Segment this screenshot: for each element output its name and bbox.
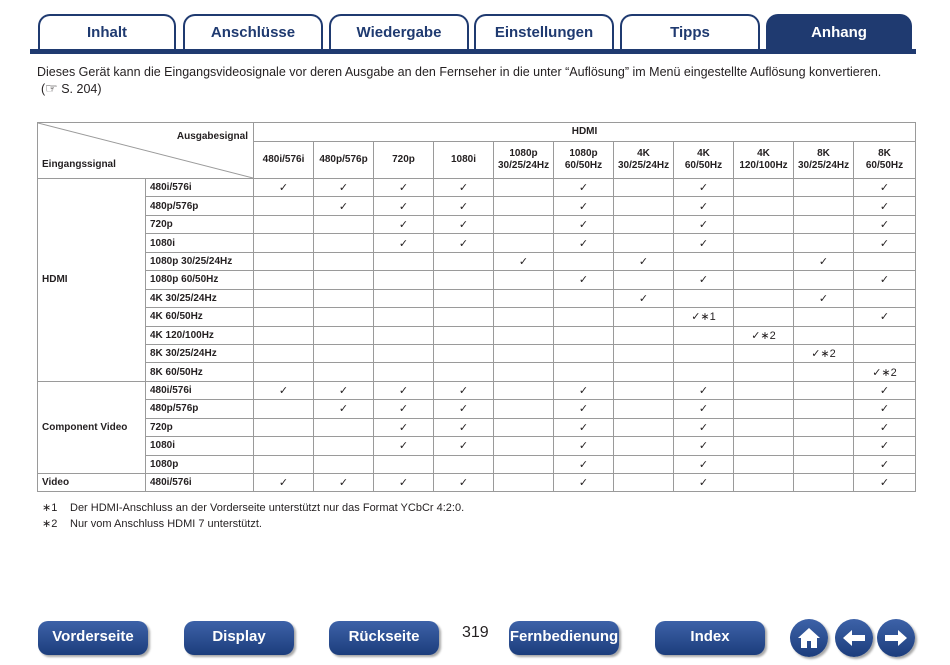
table-row bbox=[38, 252, 916, 270]
supported-cell: ✓ bbox=[674, 418, 734, 436]
supported-cell: ✓ bbox=[854, 400, 916, 418]
supported-cell: ✓ bbox=[614, 289, 674, 307]
empty-cell bbox=[614, 326, 674, 344]
column-header: 1080p 30/25/24Hz bbox=[494, 142, 554, 179]
empty-cell bbox=[794, 363, 854, 381]
supported-cell: ✓ bbox=[794, 252, 854, 270]
empty-cell bbox=[614, 344, 674, 362]
column-header: 4K 60/50Hz bbox=[674, 142, 734, 179]
column-header: 8K 30/25/24Hz bbox=[794, 142, 854, 179]
rear-panel-button[interactable]: Rückseite bbox=[329, 621, 439, 655]
supported-cell: ✓ bbox=[674, 400, 734, 418]
supported-cell: ✓ bbox=[374, 418, 434, 436]
empty-cell bbox=[494, 197, 554, 215]
supported-cell: ✓ bbox=[674, 179, 734, 197]
empty-cell bbox=[734, 289, 794, 307]
empty-cell bbox=[734, 179, 794, 197]
table-row bbox=[38, 418, 916, 436]
column-header: 480i/576i bbox=[254, 142, 314, 179]
empty-cell bbox=[314, 437, 374, 455]
empty-cell bbox=[254, 271, 314, 289]
empty-cell bbox=[434, 271, 494, 289]
empty-cell bbox=[374, 289, 434, 307]
table-row bbox=[38, 326, 916, 344]
supported-cell: ✓ bbox=[674, 215, 734, 233]
supported-cell: ✓ bbox=[314, 197, 374, 215]
empty-cell bbox=[494, 437, 554, 455]
supported-cell: ✓ bbox=[434, 437, 494, 455]
supported-cell: ✓ bbox=[674, 474, 734, 492]
empty-cell bbox=[374, 308, 434, 326]
table-row bbox=[38, 215, 916, 233]
input-format-label: 1080i bbox=[146, 437, 254, 455]
empty-cell bbox=[314, 363, 374, 381]
supported-cell: ✓ bbox=[434, 400, 494, 418]
table-row bbox=[38, 289, 916, 307]
forward-button[interactable] bbox=[877, 619, 915, 657]
empty-cell bbox=[854, 289, 916, 307]
table-row bbox=[38, 179, 916, 197]
empty-cell bbox=[794, 437, 854, 455]
home-icon bbox=[796, 626, 822, 650]
empty-cell bbox=[494, 363, 554, 381]
empty-cell bbox=[554, 289, 614, 307]
supported-cell: ✓ bbox=[674, 455, 734, 473]
page-reference[interactable]: (☞ S. 204) bbox=[41, 80, 102, 96]
empty-cell bbox=[434, 363, 494, 381]
supported-cell: ✓ bbox=[434, 418, 494, 436]
empty-cell bbox=[734, 252, 794, 270]
empty-cell bbox=[254, 215, 314, 233]
empty-cell bbox=[734, 418, 794, 436]
input-group-label: Video bbox=[38, 474, 146, 492]
empty-cell bbox=[374, 455, 434, 473]
page-number: 319 bbox=[462, 624, 489, 641]
supported-cell: ✓ bbox=[434, 179, 494, 197]
empty-cell bbox=[374, 252, 434, 270]
input-format-label: 480i/576i bbox=[146, 179, 254, 197]
supported-cell: ✓ bbox=[674, 437, 734, 455]
empty-cell bbox=[614, 381, 674, 399]
tab-inhalt[interactable]: Inhalt bbox=[38, 14, 176, 52]
empty-cell bbox=[314, 234, 374, 252]
table-row bbox=[38, 344, 916, 362]
table-row bbox=[38, 363, 916, 381]
supported-cell: ✓ bbox=[854, 215, 916, 233]
supported-cell: ✓ bbox=[374, 381, 434, 399]
empty-cell bbox=[674, 344, 734, 362]
tab-anschluesse[interactable]: Anschlüsse bbox=[183, 14, 323, 52]
tab-wiedergabe[interactable]: Wiedergabe bbox=[329, 14, 469, 52]
empty-cell bbox=[734, 400, 794, 418]
footnotes bbox=[42, 500, 464, 532]
index-button[interactable]: Index bbox=[655, 621, 765, 655]
empty-cell bbox=[614, 437, 674, 455]
supported-cell: ✓ bbox=[674, 234, 734, 252]
column-header: 4K 120/100Hz bbox=[734, 142, 794, 179]
empty-cell bbox=[494, 271, 554, 289]
column-header: 720p bbox=[374, 142, 434, 179]
input-format-label: 1080p 60/50Hz bbox=[146, 271, 254, 289]
supported-cell: ✓ bbox=[554, 215, 614, 233]
supported-cell: ✓ bbox=[554, 271, 614, 289]
empty-cell bbox=[314, 289, 374, 307]
empty-cell bbox=[254, 197, 314, 215]
conversion-table bbox=[37, 122, 916, 492]
empty-cell bbox=[494, 215, 554, 233]
tab-baseline bbox=[30, 49, 916, 54]
supported-cell: ✓ bbox=[374, 179, 434, 197]
empty-cell bbox=[674, 289, 734, 307]
supported-cell: ✓∗2 bbox=[734, 326, 794, 344]
empty-cell bbox=[794, 474, 854, 492]
empty-cell bbox=[794, 418, 854, 436]
supported-cell: ✓ bbox=[494, 252, 554, 270]
intro-text: Dieses Gerät kann die Eingangsvideosignale vor deren Ausgabe an den Fernseher in die unter “Auflösung” im Menü eingestellte Auflösung konvertieren. bbox=[37, 65, 882, 79]
hdmi-header: HDMI bbox=[254, 123, 916, 142]
top-tab-bar bbox=[30, 14, 916, 54]
supported-cell: ✓∗1 bbox=[674, 308, 734, 326]
empty-cell bbox=[614, 455, 674, 473]
empty-cell bbox=[554, 344, 614, 362]
table-row bbox=[38, 400, 916, 418]
supported-cell: ✓ bbox=[854, 308, 916, 326]
empty-cell bbox=[614, 234, 674, 252]
supported-cell: ✓ bbox=[854, 418, 916, 436]
empty-cell bbox=[674, 326, 734, 344]
empty-cell bbox=[434, 289, 494, 307]
empty-cell bbox=[794, 215, 854, 233]
supported-cell: ✓ bbox=[794, 289, 854, 307]
supported-cell: ✓ bbox=[374, 234, 434, 252]
tab-einstellungen[interactable]: Einstellungen bbox=[474, 14, 614, 52]
supported-cell: ✓ bbox=[374, 197, 434, 215]
supported-cell: ✓ bbox=[434, 215, 494, 233]
supported-cell: ✓ bbox=[554, 474, 614, 492]
supported-cell: ✓ bbox=[674, 381, 734, 399]
empty-cell bbox=[614, 418, 674, 436]
pointing-hand-icon: ☞ bbox=[45, 80, 58, 96]
supported-cell: ✓ bbox=[554, 455, 614, 473]
input-format-label: 8K 30/25/24Hz bbox=[146, 344, 254, 362]
supported-cell: ✓ bbox=[374, 474, 434, 492]
empty-cell bbox=[494, 381, 554, 399]
empty-cell bbox=[734, 474, 794, 492]
empty-cell bbox=[314, 344, 374, 362]
supported-cell: ✓ bbox=[854, 234, 916, 252]
input-format-label: 480i/576i bbox=[146, 474, 254, 492]
empty-cell bbox=[254, 326, 314, 344]
input-signal-label: Eingangssignal bbox=[42, 159, 116, 170]
empty-cell bbox=[614, 474, 674, 492]
empty-cell bbox=[314, 418, 374, 436]
empty-cell bbox=[434, 455, 494, 473]
input-format-label: 480p/576p bbox=[146, 400, 254, 418]
input-format-label: 480p/576p bbox=[146, 197, 254, 215]
footnote: ∗1 Der HDMI-Anschluss an der Vorderseite unterstützt nur das Format YCbCr 4:2:0. bbox=[42, 502, 465, 514]
supported-cell: ✓ bbox=[854, 455, 916, 473]
table-row bbox=[38, 234, 916, 252]
empty-cell bbox=[674, 252, 734, 270]
empty-cell bbox=[794, 308, 854, 326]
empty-cell bbox=[794, 326, 854, 344]
empty-cell bbox=[254, 418, 314, 436]
supported-cell: ✓ bbox=[554, 179, 614, 197]
supported-cell: ✓∗2 bbox=[854, 363, 916, 381]
empty-cell bbox=[494, 455, 554, 473]
empty-cell bbox=[794, 400, 854, 418]
empty-cell bbox=[254, 234, 314, 252]
empty-cell bbox=[854, 326, 916, 344]
table-row bbox=[38, 455, 916, 473]
supported-cell: ✓ bbox=[854, 474, 916, 492]
supported-cell: ✓ bbox=[854, 437, 916, 455]
supported-cell: ✓ bbox=[554, 400, 614, 418]
input-format-label: 4K 120/100Hz bbox=[146, 326, 254, 344]
supported-cell: ✓ bbox=[374, 400, 434, 418]
supported-cell: ✓ bbox=[314, 474, 374, 492]
empty-cell bbox=[734, 437, 794, 455]
table-row bbox=[38, 437, 916, 455]
empty-cell bbox=[614, 271, 674, 289]
display-button[interactable]: Display bbox=[184, 621, 294, 655]
empty-cell bbox=[314, 308, 374, 326]
empty-cell bbox=[254, 400, 314, 418]
empty-cell bbox=[734, 308, 794, 326]
supported-cell: ✓ bbox=[854, 197, 916, 215]
output-signal-label: Ausgabesignal bbox=[176, 131, 248, 142]
empty-cell bbox=[434, 344, 494, 362]
input-format-label: 4K 30/25/24Hz bbox=[146, 289, 254, 307]
input-format-label: 480i/576i bbox=[146, 381, 254, 399]
empty-cell bbox=[554, 308, 614, 326]
supported-cell: ✓ bbox=[614, 252, 674, 270]
empty-cell bbox=[374, 326, 434, 344]
empty-cell bbox=[554, 252, 614, 270]
back-arrow-icon bbox=[841, 627, 867, 649]
empty-cell bbox=[314, 326, 374, 344]
empty-cell bbox=[254, 437, 314, 455]
empty-cell bbox=[254, 344, 314, 362]
supported-cell: ✓ bbox=[434, 474, 494, 492]
empty-cell bbox=[374, 344, 434, 362]
supported-cell: ✓ bbox=[374, 437, 434, 455]
tab-anhang[interactable]: Anhang bbox=[766, 14, 912, 52]
column-header: 4K 30/25/24Hz bbox=[614, 142, 674, 179]
supported-cell: ✓ bbox=[314, 400, 374, 418]
empty-cell bbox=[734, 381, 794, 399]
empty-cell bbox=[374, 363, 434, 381]
input-format-label: 1080i bbox=[146, 234, 254, 252]
supported-cell: ✓ bbox=[674, 197, 734, 215]
empty-cell bbox=[614, 179, 674, 197]
input-format-label: 4K 60/50Hz bbox=[146, 308, 254, 326]
empty-cell bbox=[494, 326, 554, 344]
supported-cell: ✓ bbox=[554, 381, 614, 399]
empty-cell bbox=[314, 252, 374, 270]
empty-cell bbox=[254, 363, 314, 381]
empty-cell bbox=[434, 252, 494, 270]
empty-cell bbox=[434, 308, 494, 326]
empty-cell bbox=[734, 344, 794, 362]
input-group-label: Component Video bbox=[38, 381, 146, 473]
table-row bbox=[38, 197, 916, 215]
input-format-label: 1080p bbox=[146, 455, 254, 473]
empty-cell bbox=[854, 252, 916, 270]
empty-cell bbox=[494, 289, 554, 307]
empty-cell bbox=[794, 197, 854, 215]
input-format-label: 8K 60/50Hz bbox=[146, 363, 254, 381]
empty-cell bbox=[734, 271, 794, 289]
empty-cell bbox=[614, 197, 674, 215]
empty-cell bbox=[254, 289, 314, 307]
supported-cell: ✓ bbox=[254, 474, 314, 492]
column-header: 480p/576p bbox=[314, 142, 374, 179]
supported-cell: ✓ bbox=[554, 437, 614, 455]
supported-cell: ✓∗2 bbox=[794, 344, 854, 362]
supported-cell: ✓ bbox=[254, 179, 314, 197]
header-diagonal-cell bbox=[38, 123, 254, 179]
empty-cell bbox=[554, 326, 614, 344]
empty-cell bbox=[554, 363, 614, 381]
empty-cell bbox=[734, 215, 794, 233]
forward-arrow-icon bbox=[883, 627, 909, 649]
supported-cell: ✓ bbox=[554, 418, 614, 436]
empty-cell bbox=[734, 455, 794, 473]
empty-cell bbox=[614, 215, 674, 233]
tab-tipps[interactable]: Tipps bbox=[620, 14, 760, 52]
empty-cell bbox=[254, 308, 314, 326]
supported-cell: ✓ bbox=[434, 234, 494, 252]
empty-cell bbox=[794, 234, 854, 252]
empty-cell bbox=[494, 418, 554, 436]
table-row bbox=[38, 271, 916, 289]
empty-cell bbox=[614, 308, 674, 326]
input-format-label: 1080p 30/25/24Hz bbox=[146, 252, 254, 270]
empty-cell bbox=[494, 400, 554, 418]
supported-cell: ✓ bbox=[854, 271, 916, 289]
empty-cell bbox=[314, 455, 374, 473]
empty-cell bbox=[794, 271, 854, 289]
home-button[interactable] bbox=[790, 619, 828, 657]
supported-cell: ✓ bbox=[434, 381, 494, 399]
empty-cell bbox=[614, 363, 674, 381]
supported-cell: ✓ bbox=[674, 271, 734, 289]
empty-cell bbox=[494, 474, 554, 492]
empty-cell bbox=[734, 363, 794, 381]
empty-cell bbox=[494, 308, 554, 326]
supported-cell: ✓ bbox=[314, 381, 374, 399]
supported-cell: ✓ bbox=[854, 179, 916, 197]
back-button[interactable] bbox=[835, 619, 873, 657]
supported-cell: ✓ bbox=[254, 381, 314, 399]
column-header: 8K 60/50Hz bbox=[854, 142, 916, 179]
intro-paragraph bbox=[37, 64, 917, 97]
supported-cell: ✓ bbox=[554, 234, 614, 252]
column-header: 1080p 60/50Hz bbox=[554, 142, 614, 179]
input-format-label: 720p bbox=[146, 418, 254, 436]
input-group-label: HDMI bbox=[38, 179, 146, 382]
table-row bbox=[38, 381, 916, 399]
empty-cell bbox=[794, 455, 854, 473]
table-row bbox=[38, 474, 916, 492]
column-header: 1080i bbox=[434, 142, 494, 179]
empty-cell bbox=[674, 363, 734, 381]
empty-cell bbox=[494, 344, 554, 362]
empty-cell bbox=[254, 455, 314, 473]
empty-cell bbox=[794, 179, 854, 197]
empty-cell bbox=[854, 344, 916, 362]
empty-cell bbox=[314, 271, 374, 289]
empty-cell bbox=[794, 381, 854, 399]
table-row bbox=[38, 308, 916, 326]
footnote: ∗2 Nur vom Anschluss HDMI 7 unterstützt. bbox=[42, 518, 262, 530]
empty-cell bbox=[734, 234, 794, 252]
supported-cell: ✓ bbox=[854, 381, 916, 399]
front-panel-button[interactable]: Vorderseite bbox=[38, 621, 148, 655]
empty-cell bbox=[254, 252, 314, 270]
empty-cell bbox=[494, 179, 554, 197]
empty-cell bbox=[374, 271, 434, 289]
input-format-label: 720p bbox=[146, 215, 254, 233]
empty-cell bbox=[494, 234, 554, 252]
empty-cell bbox=[734, 197, 794, 215]
empty-cell bbox=[314, 215, 374, 233]
remote-control-button[interactable]: Fernbedienung bbox=[509, 621, 619, 655]
supported-cell: ✓ bbox=[554, 197, 614, 215]
empty-cell bbox=[614, 400, 674, 418]
supported-cell: ✓ bbox=[434, 197, 494, 215]
empty-cell bbox=[434, 326, 494, 344]
supported-cell: ✓ bbox=[374, 215, 434, 233]
supported-cell: ✓ bbox=[314, 179, 374, 197]
